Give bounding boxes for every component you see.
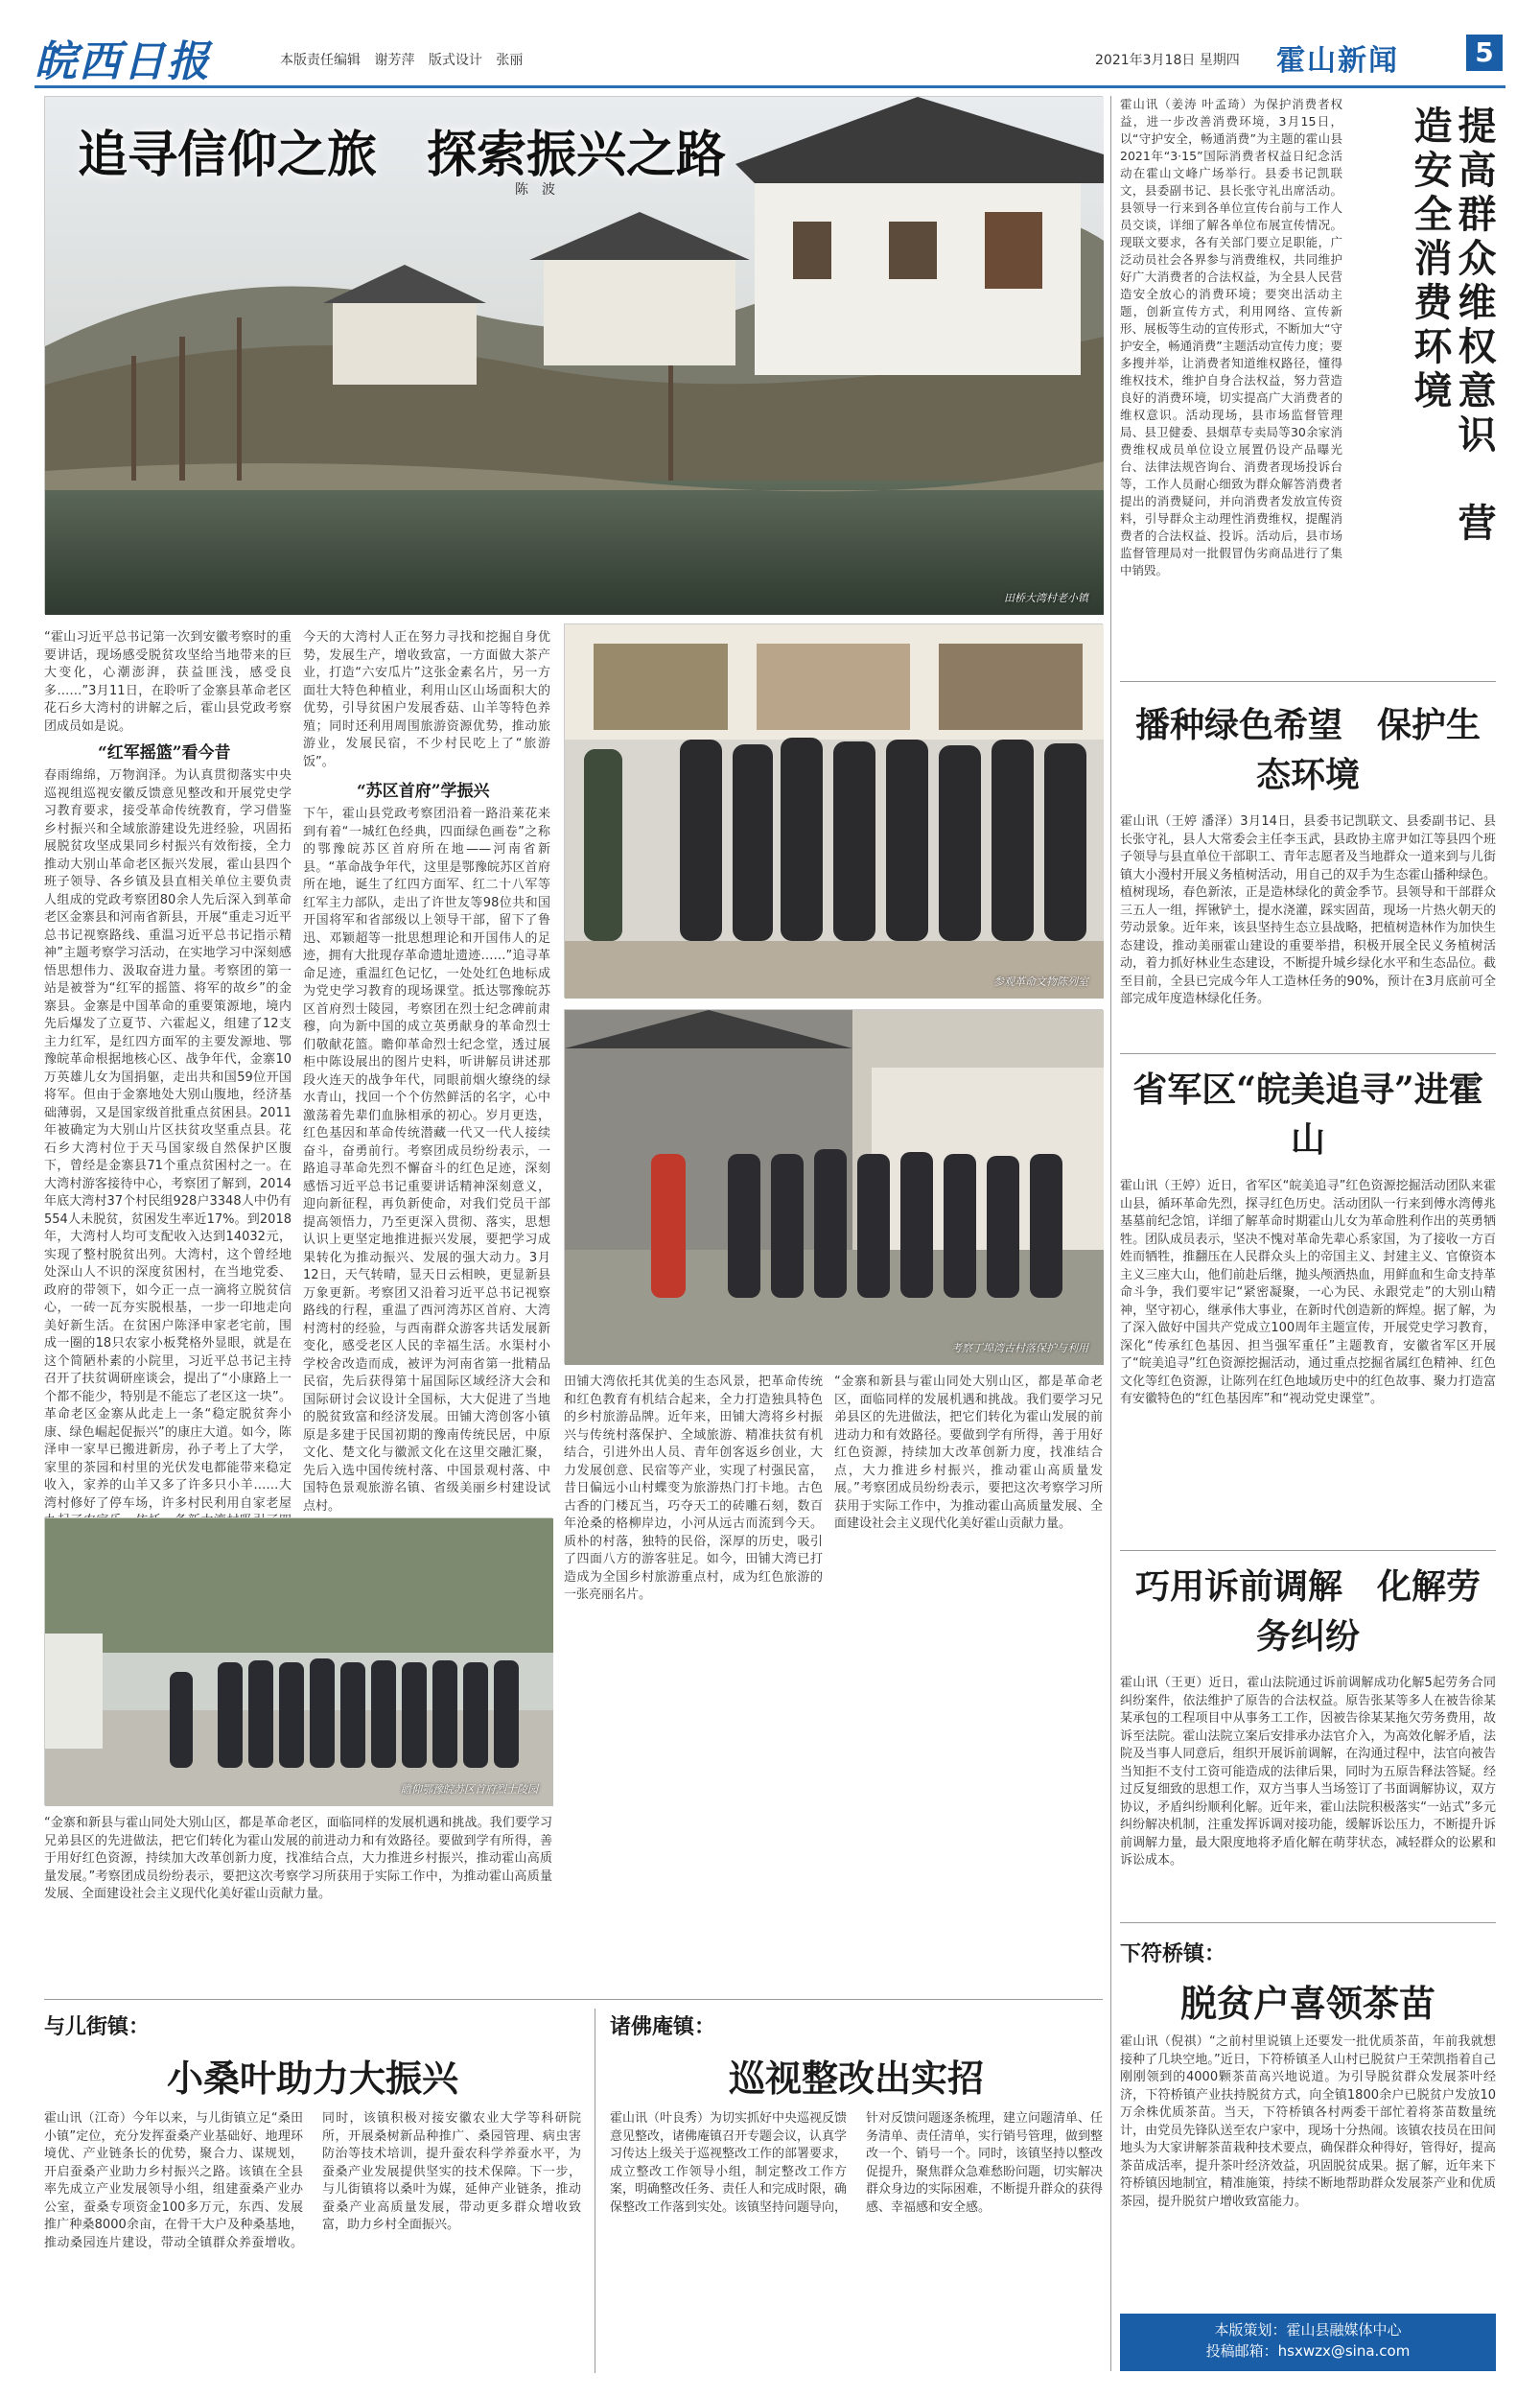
submission-email: 投稿邮箱：hsxwzx@sina.com	[1205, 2342, 1411, 2360]
photo-martyrs-cemetery	[44, 1517, 552, 1805]
lead-intro-text: “霍山习近平总书记第一次到安徽考察时的重要讲话，现场感受脱贫攻坚给当地带来的巨大变化，心潮澎湃，获益匪浅，感受良多……”3月11日，在聆听了金寨县革命老区花石乡大湾村的讲解之后，霍山县党政考察团成员如是说。	[44, 630, 292, 734]
page-number: 5	[1466, 35, 1503, 71]
section-title: 霍山新闻	[1276, 44, 1399, 78]
photo3-caption: 考察丁埠湾古村落保护与利用	[951, 1342, 1088, 1354]
lead-photo-village	[44, 96, 1103, 614]
cemetery-photo-illustration	[45, 1518, 553, 1806]
photo1-caption: 田桥大湾村老小镇	[1004, 592, 1088, 604]
lead-column4-text: “金寨和新县与霍山同处大别山区，都是革命老区，面临同样的发展机遇和挑战。我们要学习兄弟县区的先进做法，把它们转化为霍山发展的前进动力和有效路径。要做到学有所得，善于用好红色资源，持续加大改革创新力度，找准结合点，大力推进乡村振兴，推动霍山高质量发展。”考察团成员纷纷表示，要把这次考察学习所获用于实际工作中，为推动霍山高质量发展、全面建设社会主义现代化美好霍山贡献力量。	[834, 1375, 1103, 1531]
divider	[1120, 1922, 1496, 1923]
tea-headline: 脱贫户喜领茶苗	[1179, 1982, 1435, 2025]
mulberry-kicker: 与儿街镇：	[44, 2014, 151, 2039]
green-planting-text: 霍山讯（王婷 潘泽）3月14日，县委书记凯联文、县委副书记、县长张守礼，县人大常委会主任李玉武，县政协主席尹如江等县四个班子领导与县直单位干部职工、青年志愿者及当地群众一道来到与儿街镇大小漫村开展义务植树活动，用自己的双手为生态霍山播种绿色。植树现场，春色新浓，正是造林绿化的黄金季节。县领导和干部群众三五人一组，挥锹铲土，提水浇灌，踩实固苗，现场一片热火朝天的劳动景象。近年来，该县坚持生态立县战略，把植树造林作为加快生态建设，推动美丽霍山建设的重要举措，积极开展全民义务植树活动，着力抓好林业生态建设，不断提升城乡绿化水平和生态品位。截至目前，全县已完成今年人工造林任务的90%，预计在3月底前可全部完成年度造林绿化任务。	[1120, 814, 1496, 1006]
subhead-soviet-capital: “苏区首府”学振兴	[357, 782, 490, 801]
lead-headline: 追寻信仰之旅 探索振兴之路	[78, 126, 727, 184]
subhead-red-cradle: “红军摇篮”看今昔	[98, 743, 231, 763]
military-visit-headline: 省军区“皖美追寻”进霍山	[1132, 1070, 1483, 1160]
photo-ancient-village	[564, 1009, 1103, 1364]
lead-column1-text: 春雨绵绵，万物润泽。为认真贯彻落实中央巡视组巡视安徽反馈意见整改和开展党史学习教育要求，接受革命传统教育，学习借鉴乡村振兴和全域旅游建设先进经验，巩固拓展脱贫攻坚成果同乡村振兴有效衔接，全力推动大别山革命老区振兴发展，霍山县四个班子领导、各乡镇及县直相关单位主要负责人组成的党政考察团80余人先后深入到革命老区金寨县和河南省新县，开展“重走习近平总书记视察路线、重温习近平总书记指示精神”主题考察学习活动，在实地学习中深刻感悟思想伟力、汲取奋进力量。考察团的第一站是被誉为“红军的摇篮、将军的故乡”的金寨县。金寨是中国革命的重要策源地，境内先后爆发了立夏节、六霍起义，组建了12支主力红军，是红四方面军的主要发源地、鄂豫皖革命根据地核心区、战争年代，金寨10万英雄儿女为国捐躯，走出共和国59位开国将军。但由于金寨地处大别山腹地，经济基础薄弱，又是国家级首批重点贫困县。2011年被确定为大别山片区扶贫攻坚重点县。花石乡大湾村位于天马国家级自然保护区腹下，曾经是金寨县71个重点贫困村之一。在大湾村游客接待中心，考察团了解到，2014年底大湾村37个村民组928户3348人中仍有554人未脱贫，贫困发生率近17%。到2018年，大湾村人均可支配收入达到14032元，实现了整村脱贫出列。大湾村，这个曾经地处深山人不识的深度贫困村，在当地党委、政府的带领下，如今正一点一滴将立脱贫信心，一砖一瓦夯实脱根基，一步一印地走向美好新生活。在贫困户陈泽申家老宅前，围成一圈的18只农家小板凳格外显眼，就是在这个简陋朴素的小院里，习近平总书记主持召开了扶贫调研座谈会，提出了“小康路上一个都不能少，特别是不能忘了老区这一块”。革命老区金寨从此走上一条“稳定脱贫奔小康、绿色崛起促振兴”的康庄大道。如今，陈泽申一家早已搬进新房，孙子考上了大学，家里的茶园和村里的光伏发电都能带来稳定收入，家养的山羊又多了许多只小羊……大湾村修好了停车场，许多村民利用自家老屋	[44, 768, 292, 1511]
lead-column2-text: 今天的大湾村人正在努力寻找和挖掘自身优势，发展生产，增收致富，一方面做大茶产业，打造“六安瓜片”这张金素名片，另一方面壮大特色种植业，利用山区山场面积大的优势，引导贫困户发展香菇、山羊等特色养殖；同时还利用周围旅游资源优势，推动旅游业，发展民宿，不少村民吃上了“旅游饭”。	[303, 630, 550, 769]
divider	[44, 1999, 1103, 2000]
lead-byline: 陈 波	[515, 182, 555, 198]
mulberry-text: 霍山讯（江奇）今年以来，与儿街镇立足“桑田小镇”定位，充分发挥蚕桑产业基础好、地理环境优、产业链条长的优势，聚合力、谋规划，开启蚕桑产业助力乡村振兴之路。该镇在全县率先成立产业发展领导小组，组建蚕桑产业办公室，蚕桑专项资金100多万元，东西、发展推广种桑8000余亩，在骨干大户及种桑基地，推动桑园连片建设，带动全镇群众养蚕增收。同时，该镇积极对接安徽农业大学等科研院所，开展桑树新品种推广、桑园管理、病虫害防治等技术培训，提升蚕农科学养蚕水平，为蚕桑产业发展提供坚实的技术保障。下一步，与儿街镇将以桑叶为媒，延伸产业链条，推动蚕桑产业高质量发展，带动更多群众增收致富，助力乡村全面振兴。	[44, 2111, 581, 2250]
mulberry-headline: 小桑叶助力大振兴	[166, 2057, 458, 2100]
planning-footer-box	[1120, 2314, 1496, 2371]
consumer-rights-article-body	[1120, 96, 1342, 623]
inspection-kicker: 诸佛庵镇：	[610, 2014, 716, 2039]
column-divider	[1110, 96, 1111, 2371]
photo2-caption: 参观革命文物陈列室	[993, 976, 1088, 988]
tea-kicker: 下符桥镇：	[1120, 1941, 1226, 1966]
lead-column2b-text: 下午，霍山县党政考察团沿着一路沿莱花来到有着“一城红色经典，四面绿色画卷”之称的鄂豫皖苏区首府所在地——河南省新县。“革命战争年代，这里是鄂豫皖苏区首府所在地，诞生了红四方面军、红二十八军等红军主力部队，走出了许世友等98位共和国开国将军和省部级以上领导干部，留下了鲁迅、邓颖超等一批思想理论和开国伟人的足迹，拥有大批现存革命遗址遗迹……”追寻革命足迹，重温红色记忆，一处处红色地标成为党史学习教育的现场课堂。抵达鄂豫皖苏区首府烈士陵园，考察团在烈士纪念碑前肃穆，向为新中国的成立英勇献身的革命烈士们敬献花篮。瞻仰革命烈士纪念堂，透过展柜中陈设展出的图片史料，听讲解员讲述那段火连天的战争年代，同眼前烟火缭绕的绿水青山，找回一个个仿然鲜活的名字，心中激荡着先辈们血脉相承的初心。岁月更迭，红色基因和革命传统潜藏一代又一代人接续奋斗，奋勇前行。考察团成员纷纷表示，一路追寻革命先烈不懈奋斗的红色足迹，深刻感悟习近平总书记重要讲话精神深刻意义，迎向新征程，再负新使命，对我们党员干部提高领悟力，乃至更深入贯彻、落实，思想认识上更坚定地推进振兴发展，要把学习成果转化为推动振兴、发展的强大动力。3月12日，天气转晴，显天日云相映，更显新县万象更新。考察团又沿着习近平总书记视察路线的行程，重温了西河湾苏区首府、大湾村湾村的经验，与西南群众游客共话发展新变化，感受老区人民的幸福生活。水渠村小学校舍改造而成，被评为河南省第一批精品民宿，先后获得第十届国际区域经济大会和国际研讨会议设计全国标，大大促进了当地的脱贫致富和经济发展。田铺大湾创客小镇原是多建于民国初期的豫南传统民居，中原文化、楚文化与徽派文化在这里交融汇聚，先后入选中国传统村落、中国景观村落、中国特色景观旅游名镇、省级美丽乡村建设试点村。	[303, 807, 550, 1514]
tea-text: 霍山讯（倪祺）“之前村里说镇上还要发一批优质茶苗，年前我就想接种了几块空地。”近日，下符桥镇圣人山村已脱贫户王荣凯指着自己刚刚领到的4000颗茶苗高兴地说道。为引导脱贫群众发展茶叶经济，下符桥镇产业扶持脱贫方式，向全镇1800余户已脱贫户发放10万余株优质茶苗。当天，下符桥镇各村两委干部忙着将茶苗数量统计，由党员先锋队送至农户家中，现场十分热闹。该镇农技员在田间地头为大家讲解茶苗栽种技术要点，确保群众种得好，管得好，提高茶苗成活率，提升茶叶经济效益，巩固脱贫成果。据了解，近年来下符桥镇因地制宜，精准施策，持续不断地帮助群众发展茶产业和优质茶园，提升脱贫户增收致富能力。	[1120, 2034, 1496, 2209]
divider	[1120, 1053, 1496, 1054]
village-visit-photo-illustration	[565, 1010, 1104, 1365]
exhibition-photo-illustration	[565, 624, 1104, 999]
issue-date: 2021年3月18日 星期四	[1095, 53, 1240, 68]
newspaper-logo: 皖西日报	[35, 37, 211, 86]
planning-credit: 本版策划：霍山县融媒体中心	[1214, 2321, 1402, 2339]
photo4-caption: 瞻仰鄂豫皖苏区首府烈士陵园	[401, 1783, 538, 1796]
editor-credits: 本版责任编辑 谢芳萍 版式设计 张丽	[280, 53, 524, 68]
divider	[1120, 1550, 1496, 1551]
lead-column3-text: 田铺大湾依托其优美的生态风景，把革命传统和红色教育有机结合起来，全力打造独具特色的乡村旅游品牌。近年来，田铺大湾将乡村振兴与传统村落保护、全域旅游、精准扶贫有机结合，引进外出人员、青年创客返乡创业，大力发展创意、民宿等产业，实现了村强民富，昔日偏远小山村蝶变为旅游热门打卡地。古色古香的门楼瓦当，巧夺天工的砖雕石刻，数百年沧桑的格柳岸边，小河从远古而流到今天。质朴的村落，独特的民俗，深厚的历史，吸引了四面八方的游客驻足。如今，田铺大湾已打造成为全国乡村旅游重点村，成为红色旅游的一张亮丽名片。	[564, 1375, 823, 1602]
divider	[1120, 681, 1496, 682]
lead-closing-text: “金寨和新县与霍山同处大别山区，都是革命老区，面临同样的发展机遇和挑战。我们要学习兄弟县区的先进做法，把它们转化为霍山发展的前进动力和有效路径。要做到学有所得，善于用好红色资源，持续加大改革创新力度，找准结合点，大力推进乡村振兴，推动霍山高质量发展。”考察团成员纷纷表示，要把这次考察学习所获用于实际工作中，为推动霍山高质量发展、全面建设社会主义现代化美好霍山贡献力量。	[44, 1816, 552, 1901]
masthead	[35, 23, 1505, 88]
green-planting-headline: 播种绿色希望 保护生态环境	[1134, 705, 1481, 795]
consumer-rights-headline: 提高群众维权意识 营造安全消费环境	[1408, 106, 1497, 547]
consumer-rights-text: 霍山讯（姜涛 叶孟琦）为保护消费者权益，进一步改善消费环境，3月15日，以“守护安全，畅通消费”为主题的霍山县2021年“3·15”国际消费者权益日纪念活动在霍山文峰广场举行。县委书记凯联文，县委副书记、县长张守礼出席活动。县领导一行来到各单位宣传台前与工作人员交谈，详细了解各单位布展宣传情况。现联文要求，各有关部门要立足职能，广泛动员社会各界参与消费维权，共同维护好广大消费者的合法权益，为全县人民营造安全放心的消费环境；要突出活动主题，创新宣传方式，利用网络、宣传新形、展板等生动的宣传形式，不断加大“守护安全，畅通消费”主题活动宣传力度；要多搜并举，让消费者知道维权路径，懂得维权技术，维护自身合法权益，努力营造良好的消费环境，切实提高广大消费者的维权意识。活动现场，县市场监督管理局、县卫健委、县烟草专卖局等30余家消费维权成员单位设立展置仍设产品曝光台、法律法规咨询台、消费者现场投诉台等，工作人员耐心细致为群众解答消费者提出的消费疑问，并向消费者发放宣传资料，引导群众主动理性消费维权，提醒消费者的合法权益、投诉。活动后，县市场监督管理局对一批假冒伪劣商品进行了集中销毁。	[1120, 97, 1342, 577]
photo-exhibition-hall	[564, 623, 1103, 998]
inspection-headline: 巡视整改出实招	[728, 2057, 984, 2100]
military-visit-text: 霍山讯（王婷）近日，省军区“皖美追寻”红色资源挖掘活动团队来霍山县，循环革命先烈，探寻红色历史。活动团队一行来到傅水湾傅兆基墓前纪念馆，详细了解革命时期霍山儿女为革命胜利作出的英勇牺牲。团队成员表示，坚决不愧对革命先辈心系家国，为了接收一方百姓而牺牲，推翻压在人民群众头上的帝国主义、封建主义、官僚资本主义三座大山，他们前赴后继，抛头颅洒热血，用鲜血和生命支持革命斗争，我们要牢记“紧密凝聚，一心为民、永跟党走”的大别山精神，坚守初心，继承伟大事业，在新时代创造新的辉煌。据了解，为了深入做好中国共产党成立100周年主题宣传，开展党史学习教育，深化“传承红色基因、担当强军重任”主题教育，安徽省军区开展了“皖美追寻”红色资源挖掘活动，通过重点挖掘省属红色精神、红色文化等红色资源，让陈列在红色地域历史中的红色故事、聚力打造富有安徽特色的“红色基因库”和“视动党史课堂”。	[1120, 1179, 1496, 1406]
mediation-headline: 巧用诉前调解 化解劳务纠纷	[1134, 1566, 1481, 1657]
mediation-text: 霍山讯（王更）近日，霍山法院通过诉前调解成功化解5起劳务合同纠纷案件，依法维护了原告的合法权益。原告张某等多人在被告徐某某承包的工程项目中从事务工工作，因被告徐某某拖欠劳务费用，故诉至法院。霍山法院立案后安排承办法官介入，为高效化解矛盾，法院及当事人同意后，组织开展诉前调解，在沟通过程中，法官向被告当知拒不支付工资可能造成的法律后果，同时为五原告释法答疑。经过反复细致的思想工作，双方当事人当场签订了书面调解协议，双方协议，矛盾纠纷顺利化解。近年来，霍山法院积极落实“一站式”多元纠纷解决机制，注重发挥诉调对接功能，缓解诉讼压力，不断提升诉前调解力量，最大限度地将矛盾化解在萌芽状态，减轻群众的讼累和诉讼成本。	[1120, 1676, 1496, 1868]
inspection-text: 霍山讯（叶良秀）为切实抓好中央巡视反馈意见整改，诸佛庵镇召开专题会议，认真学习传达上级关于巡视整改工作的部署要求，成立整改工作领导小组，制定整改工作方案，明确整改任务、责任人和完成时限，确保整改工作落到实处。该镇坚持问题导向，针对反馈问题逐条梳理，建立问题清单、任务清单、责任清单，实行销号管理，做到整改一个、销号一个。同时，该镇坚持以整改促提升，聚焦群众急难愁盼问题，切实解决群众身边的实际困难，不断提升群众的获得感、幸福感和安全感。	[610, 2111, 1104, 2215]
